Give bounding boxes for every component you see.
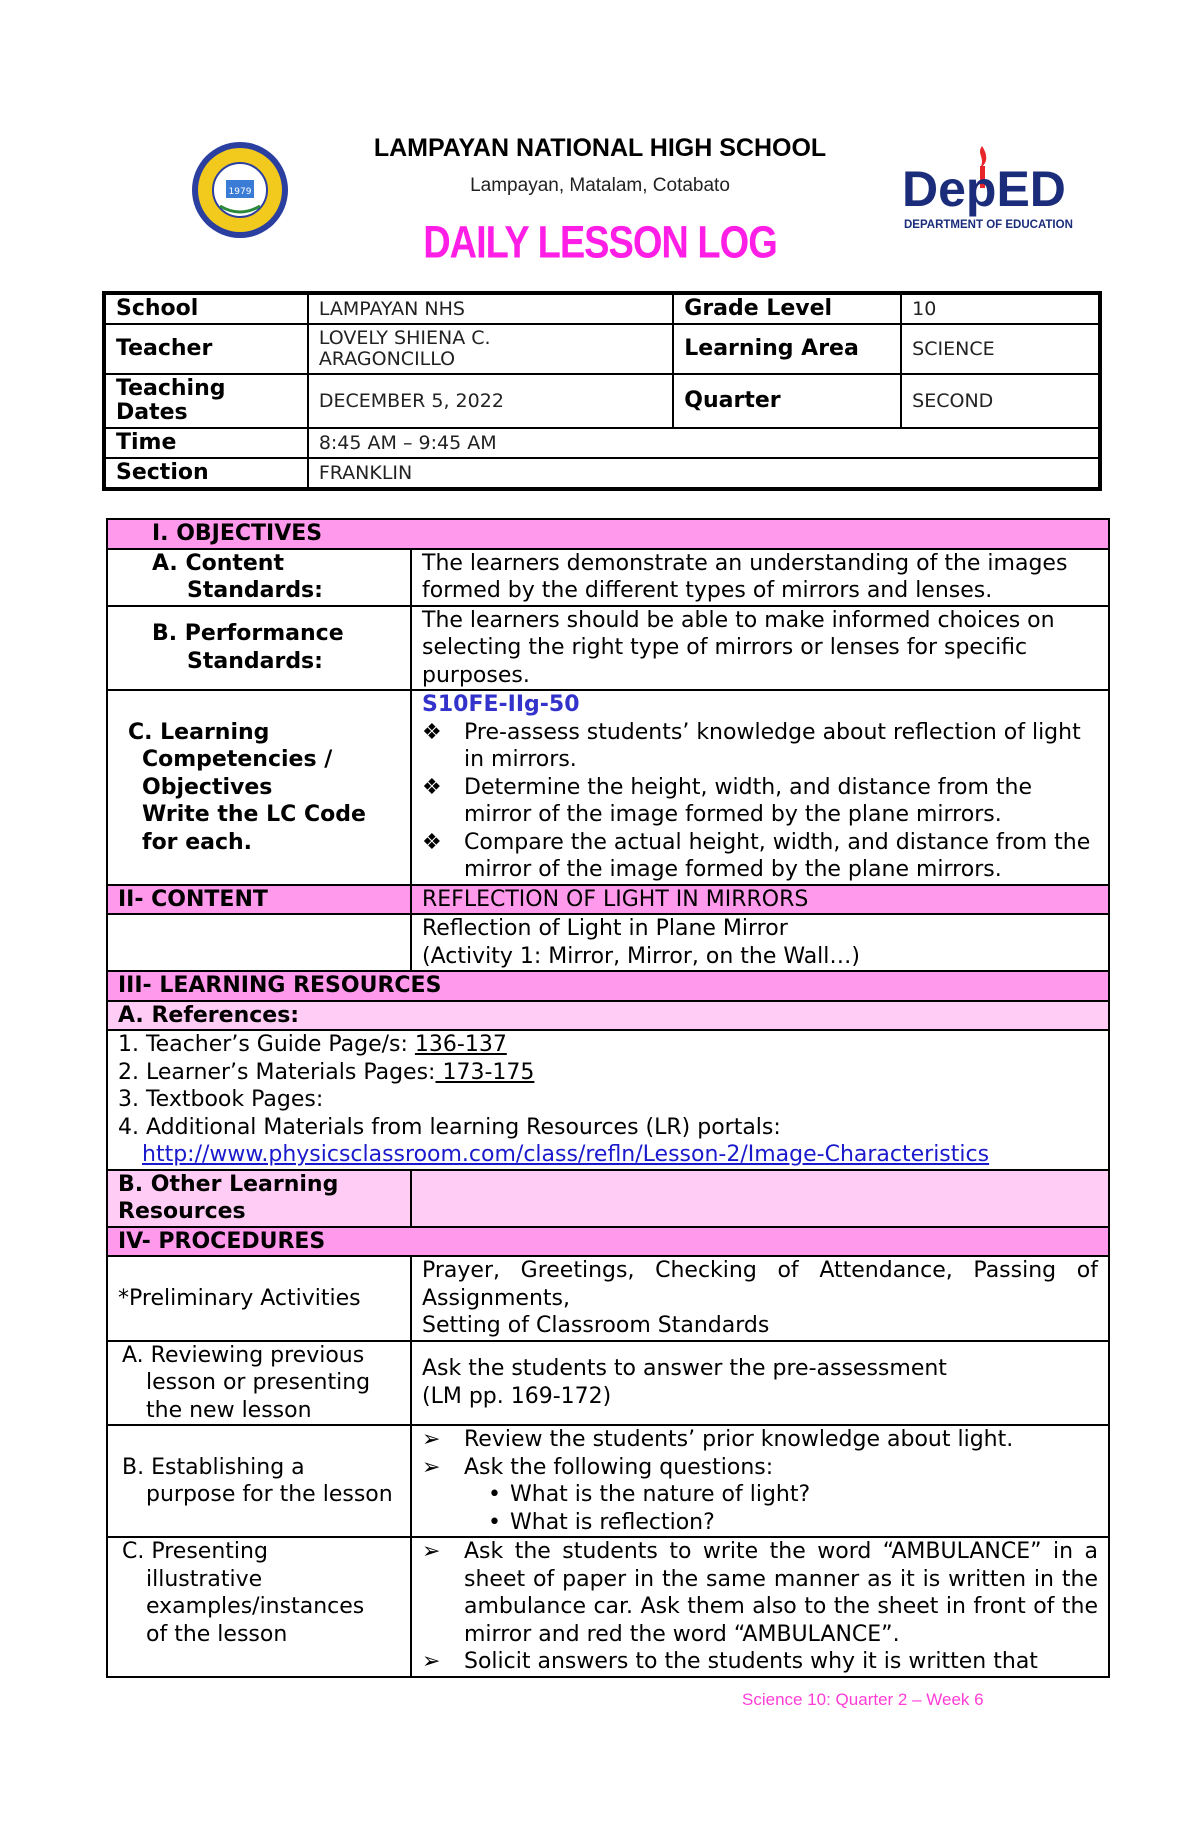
area-label: Learning Area: [673, 324, 901, 374]
arrow-bullet-icon: ➢: [422, 1539, 441, 1564]
procedures-heading: IV- PROCEDURES: [107, 1227, 1109, 1257]
seal-year: 1979: [228, 187, 252, 197]
content-description: Reflection of Light in Plane Mirror (Activity 1: Mirror, Mirror, on the Wall…): [411, 914, 1109, 971]
content-heading: II- CONTENT: [107, 885, 411, 915]
school-value: LAMPAYAN NHS: [308, 293, 673, 324]
references-list: [107, 1030, 1109, 1170]
section-value: FRANKLIN: [308, 458, 1100, 489]
diamond-bullet-icon: ❖: [422, 719, 442, 745]
lc-code: S10FE-IIg-50: [422, 692, 580, 717]
page-footer: Science 10: Quarter 2 – Week 6: [742, 1690, 984, 1709]
references-label: A. References:: [107, 1001, 1109, 1031]
lr-portal-link[interactable]: http://www.physicsclassroom.com/class/refln/Lesson-2/Image-Characteristics: [142, 1142, 990, 1167]
quarter-value: SECOND: [901, 374, 1100, 428]
dot-bullet-icon: •: [488, 1509, 501, 1535]
objectives-heading: I. OBJECTIVES: [107, 519, 1109, 549]
preliminary-label: *Preliminary Activities: [107, 1256, 411, 1341]
performance-standards-label: B. Performance Standards:: [107, 606, 411, 691]
competency-item: ❖ Determine the height, width, and distance from the mirror of the image formed by the plane mirrors.: [422, 774, 1033, 827]
content-standards-text: The learners demonstrate an understanding of the images formed by the different types of mirrors and lenses.: [411, 549, 1109, 606]
teacher-label: Teacher: [104, 324, 308, 374]
question-item: • What is reflection?: [488, 1509, 715, 1535]
grade-label: Grade Level: [673, 293, 901, 324]
lesson-info-table: [102, 291, 1102, 491]
procedure-b-item: ➢ Ask the following questions:: [422, 1454, 774, 1480]
document-title: DAILY LESSON LOG: [423, 217, 777, 269]
preliminary-text: Prayer, Greetings, Checking of Attendance, Passing of Assignments, Setting of Classroom Standards: [411, 1256, 1109, 1341]
arrow-bullet-icon: ➢: [422, 1454, 441, 1480]
other-resources-label: B. Other Learning Resources: [107, 1170, 411, 1227]
procedure-a-label: A. Reviewing previous lesson or presenting the new lesson: [107, 1341, 411, 1426]
procedure-a-text: Ask the students to answer the pre-assessment (LM pp. 169-172): [411, 1341, 1109, 1426]
diamond-bullet-icon: ❖: [422, 774, 442, 800]
arrow-bullet-icon: ➢: [422, 1427, 441, 1452]
resources-heading: III- LEARNING RESOURCES: [107, 971, 1109, 1001]
textbook-ref: 3. Textbook Pages:: [118, 1087, 324, 1112]
competency-item: ❖ Compare the actual height, width, and distance from the mirror of the image formed by the plane mirrors.: [422, 829, 1091, 882]
time-label: Time: [104, 428, 308, 458]
content-title: REFLECTION OF LIGHT IN MIRRORS: [411, 885, 1109, 915]
school-name: LAMPAYAN NATIONAL HIGH SCHOOL: [373, 134, 827, 162]
procedure-c-text: [411, 1537, 1109, 1677]
dates-value: DECEMBER 5, 2022: [308, 374, 673, 428]
arrow-bullet-icon: ➢: [422, 1649, 441, 1674]
procedure-c-item: ➢ Solicit answers to the students why it is written that: [422, 1649, 1038, 1674]
dates-label: Teaching Dates: [104, 374, 308, 428]
school-address: Lampayan, Matalam, Cotabato: [470, 175, 730, 196]
section-label: Section: [104, 458, 308, 489]
content-empty-cell: [107, 914, 411, 971]
procedure-c-label: C. Presenting illustrative examples/instances of the lesson: [107, 1537, 411, 1677]
procedure-b-text: [411, 1425, 1109, 1537]
question-item: • What is the nature of light?: [488, 1482, 811, 1507]
lesson-plan-table: [106, 518, 1110, 1678]
content-standards-label: A. Content Standards:: [107, 549, 411, 606]
deped-subtitle: DEPARTMENT OF EDUCATION: [904, 219, 1073, 231]
deped-wordmark: DepED: [902, 161, 1066, 217]
other-resources-value: [411, 1170, 1109, 1227]
competencies-cell: [411, 690, 1109, 885]
procedure-b-label: B. Establishing a purpose for the lesson: [107, 1425, 411, 1537]
additional-materials-ref: 4. Additional Materials from learning Resources (LR) portals:: [118, 1114, 781, 1140]
grade-value: 10: [901, 293, 1100, 324]
school-label: School: [104, 293, 308, 324]
teachers-guide-ref: 1. Teacher’s Guide Page/s: 136-137: [118, 1032, 507, 1057]
competencies-label: C. Learning Competencies / Objectives Write the LC Code for each.: [107, 690, 411, 885]
procedure-c-item: ➢ Ask the students to write the word “AMBULANCE” in a sheet of paper in the same manner as it is written in the ambulance car. Ask them also to the sheet in front of the mirror and red the word “AMBULANCE”.: [422, 1539, 1098, 1647]
competency-item: ❖ Pre-assess students’ knowledge about reflection of light in mirrors.: [422, 719, 1081, 772]
learners-materials-ref: 2. Learner’s Materials Pages: 173-175: [118, 1059, 535, 1085]
time-value: 8:45 AM – 9:45 AM: [308, 428, 1100, 458]
area-value: SCIENCE: [901, 324, 1100, 374]
performance-standards-text: The learners should be able to make informed choices on selecting the right type of mirrors or lenses for specific purposes.: [411, 606, 1109, 691]
teacher-value: LOVELY SHIENA C. ARAGONCILLO: [308, 324, 673, 374]
quarter-label: Quarter: [673, 374, 901, 428]
dot-bullet-icon: •: [488, 1482, 501, 1507]
diamond-bullet-icon: ❖: [422, 829, 442, 855]
procedure-b-item: ➢ Review the students’ prior knowledge about light.: [422, 1427, 1014, 1452]
